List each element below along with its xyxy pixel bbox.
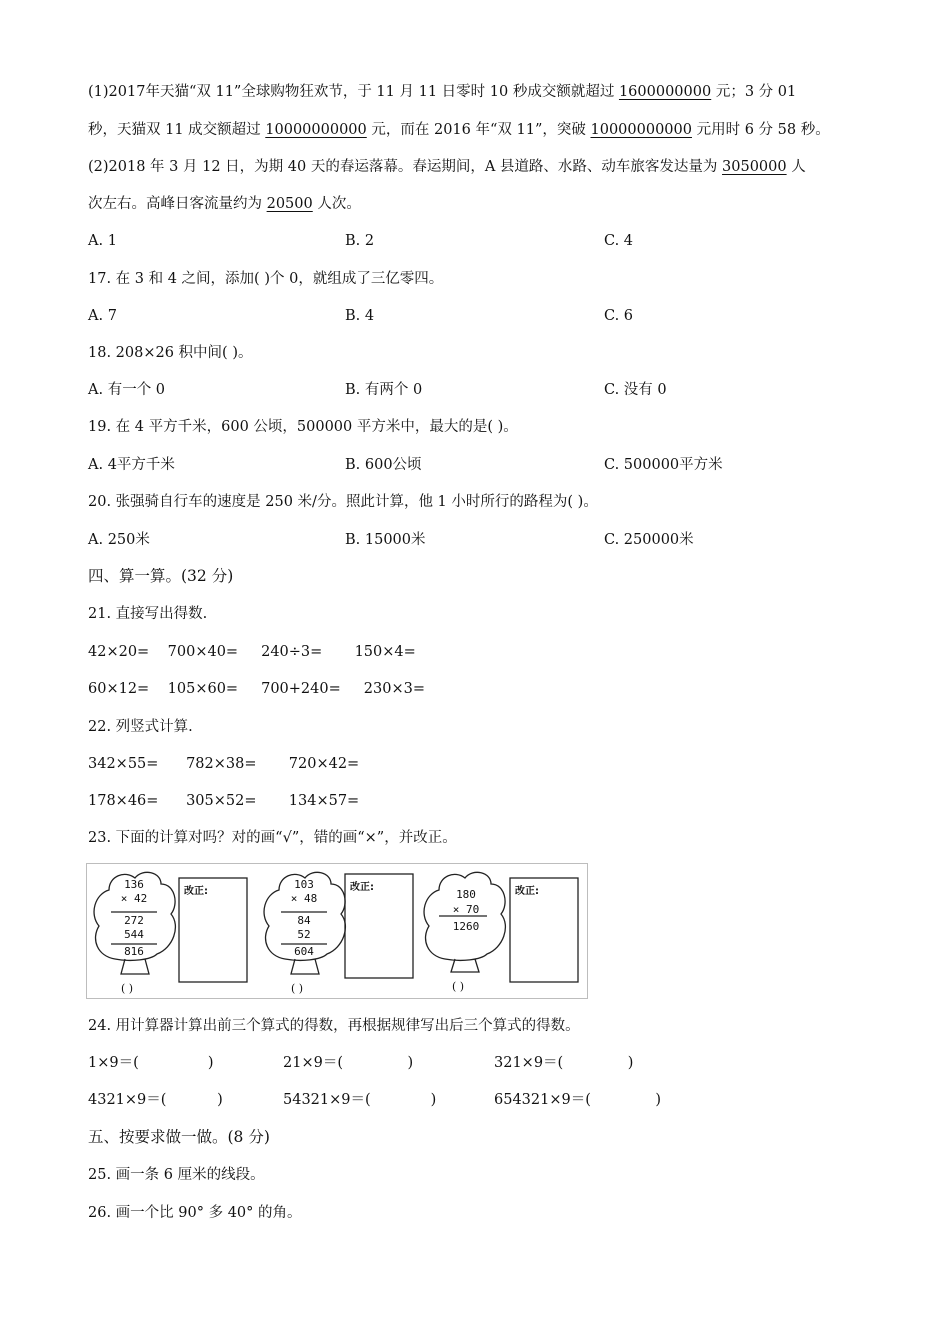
- q21-text: 21. 直接写出得数.: [88, 606, 208, 622]
- correction-label-1: 改正:: [184, 886, 208, 897]
- q21-row-2: 60×12= 105×60= 700+240= 230×3=: [88, 681, 426, 697]
- q24-item-1[interactable]: 1×9＝( ): [88, 1055, 214, 1071]
- tree-1-line-2: × 42: [120, 892, 148, 905]
- q24-item-4[interactable]: 4321×9＝( ): [88, 1092, 223, 1108]
- q24-text: 24. 用计算器计算出前三个算式的得数，再根据规律写出后三个算式的得数。: [88, 1018, 580, 1034]
- q24-item-2[interactable]: 21×9＝( ): [283, 1055, 414, 1071]
- passage-2-line-2: [88, 194, 361, 214]
- section-5-heading: 五、按要求做一做。(8 分): [88, 1128, 270, 1146]
- q26-text: 26. 画一个比 90° 多 40° 的角。: [88, 1205, 302, 1221]
- q16-option-a[interactable]: A. 1: [88, 233, 117, 249]
- text: 秒，天猫双 11 成交额超过: [88, 122, 266, 138]
- q22-row-2: 178×46= 305×52= 134×57=: [88, 793, 360, 809]
- text: (1)2017年天猫“双 11”全球购物狂欢节，于 11 月 11 日零时 10 秒成交额就超过: [88, 84, 619, 100]
- q24-item-3[interactable]: 321×9＝( ): [494, 1055, 634, 1071]
- section-4-heading: 四、算一算。(32 分): [88, 567, 234, 585]
- tree-1-line-5: 816: [124, 945, 144, 958]
- underlined-number: 20500: [266, 196, 313, 212]
- tree-2-line-1: 103: [294, 878, 314, 891]
- q16-option-b[interactable]: B. 2: [345, 233, 375, 249]
- q17-option-c[interactable]: C. 6: [604, 308, 634, 324]
- text: 次左右。高峰日客流量约为: [88, 196, 267, 212]
- underlined-number: 10000000000: [265, 122, 367, 138]
- q17-text: 17. 在 3 和 4 之间，添加( )个 0，就组成了三亿零四。: [88, 271, 444, 287]
- underlined-number: 10000000000: [590, 122, 692, 138]
- q17-option-b[interactable]: B. 4: [345, 308, 375, 324]
- answer-blank-2[interactable]: ( ): [290, 982, 304, 995]
- q23-figure: [86, 863, 588, 999]
- tree-3-line-3: 1260: [452, 920, 480, 933]
- underlined-number: 3050000: [722, 159, 787, 175]
- q24-item-6[interactable]: 654321×9＝( ): [494, 1092, 662, 1108]
- q20-option-c[interactable]: C. 250000米: [604, 532, 694, 548]
- trees-illustration: [87, 864, 587, 998]
- tree-2-line-3: 84: [297, 914, 311, 927]
- correction-label-3: 改正:: [515, 886, 539, 897]
- q21-row-1: 42×20= 700×40= 240÷3= 150×4=: [88, 644, 416, 660]
- answer-blank-1[interactable]: ( ): [120, 982, 134, 995]
- passage-1-line-2: [88, 120, 830, 140]
- text: 元，而在 2016 年“双 11”，突破: [366, 122, 591, 138]
- text: 元；3 分 01: [711, 84, 797, 100]
- q19-option-c[interactable]: C. 500000平方米: [604, 457, 723, 473]
- q23-text: 23. 下面的计算对吗？对的画“√”，错的画“×”，并改正。: [88, 830, 457, 846]
- tree-3-line-2: × 70: [452, 903, 480, 916]
- q18-option-c[interactable]: C. 没有 0: [604, 382, 667, 398]
- passage-1-line-1: [88, 82, 796, 102]
- underlined-number: 1600000000: [618, 84, 712, 100]
- tree-1-line-1: 136: [124, 878, 144, 891]
- passage-2-line-1: [88, 157, 806, 177]
- q18-option-a[interactable]: A. 有一个 0: [88, 382, 166, 398]
- q18-option-b[interactable]: B. 有两个 0: [345, 382, 423, 398]
- answer-blank-3[interactable]: ( ): [451, 980, 465, 993]
- text: 人次。: [312, 196, 361, 212]
- tree-2-line-4: 52: [297, 928, 311, 941]
- q22-text: 22. 列竖式计算.: [88, 719, 193, 735]
- text: (2)2018 年 3 月 12 日，为期 40 天的春运落幕。春运期间，A 县道路、水路、动车旅客发达量为: [88, 159, 723, 175]
- q16-option-c[interactable]: C. 4: [604, 233, 634, 249]
- text: 元用时 6 分 58 秒。: [691, 122, 830, 138]
- tree-1-line-4: 544: [124, 928, 144, 941]
- tree-2-line-2: × 48: [290, 892, 318, 905]
- q25-text: 25. 画一条 6 厘米的线段。: [88, 1167, 265, 1183]
- q24-item-5[interactable]: 54321×9＝( ): [283, 1092, 437, 1108]
- q19-option-a[interactable]: A. 4平方千米: [88, 457, 175, 473]
- text: 人: [786, 159, 806, 175]
- q19-option-b[interactable]: B. 600公顷: [345, 457, 422, 473]
- q22-row-1: 342×55= 782×38= 720×42=: [88, 756, 360, 772]
- q18-text: 18. 208×26 积中间( )。: [88, 345, 253, 361]
- correction-label-2: 改正:: [350, 882, 374, 893]
- q19-text: 19. 在 4 平方千米，600 公顷，500000 平方米中，最大的是( )。: [88, 419, 518, 435]
- tree-3-line-1: 180: [456, 888, 476, 901]
- q17-option-a[interactable]: A. 7: [88, 308, 117, 324]
- q20-text: 20. 张强骑自行车的速度是 250 米/分。照此计算，他 1 小时所行的路程为( )。: [88, 494, 598, 510]
- tree-2-line-5: 604: [294, 945, 314, 958]
- tree-1-line-3: 272: [124, 914, 144, 927]
- q20-option-b[interactable]: B. 15000米: [345, 532, 426, 548]
- q20-option-a[interactable]: A. 250米: [88, 532, 150, 548]
